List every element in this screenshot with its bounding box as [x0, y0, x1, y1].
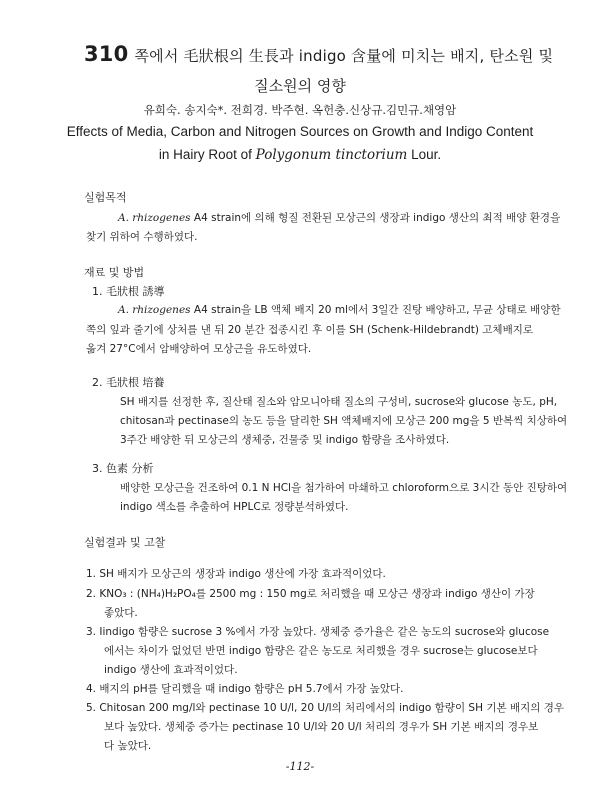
section3-line1: 배양한 모상근을 건조하여 0.1 N HCl을 첨가하여 마쇄하고 chloroform으로 3시간 동안 진탕하여 [120, 482, 568, 494]
species-name: Polygonum tinctorium [255, 147, 408, 163]
materials-heading: 재료 및 방법 [84, 266, 145, 279]
section3-line2: indigo 색소를 추출하여 HPLC로 정량분석하였다. [120, 501, 349, 513]
english-title-line2: in Hairy Root of Polygonum tinctorium Lour. [158, 147, 442, 163]
objective-line2: 찾기 위하여 수행하였다. [86, 231, 198, 243]
page-ref-number: 310 [84, 42, 129, 66]
objective-heading: 실험목적 [84, 191, 127, 204]
section2-line3: 3주간 배양한 뒤 모상근의 생체중, 건물중 및 indigo 함량을 조사하였다. [120, 434, 450, 446]
section2-heading: 2. 毛狀根 培養 [92, 376, 165, 389]
title-text: 쪽에서 毛狀根의 生長과 indigo 含量에 미치는 배지, 탄소원 및 [134, 47, 554, 65]
result-item-3: 3. Iindigo 함량은 sucrose 3 %에서 가장 높았다. 생체중 증가율은 같은 농도의 sucrose와 glucose [86, 626, 550, 638]
result-item-5: 5. Chitosan 200 mg/l와 pectinase 10 U/l, 20 U/l의 처리에서의 indigo 함량이 SH 기본 배지의 경우 [86, 702, 565, 714]
section1-line1: A. rhizogenes A4 strain을 LB 액체 배지 20 ml에서 3일간 진탕 배양하고, 무균 상태로 배양한 [118, 304, 561, 316]
results-heading: 실험결과 및 고찰 [84, 536, 166, 549]
page-footer-number: -112- [285, 760, 315, 773]
authors: 유희숙. 송지숙*. 전희경. 박주현. 옥헌충.신상규.김민규.채영암 [143, 103, 457, 117]
section1-line3: 옮겨 27°C에서 암배양하여 모상근을 유도하였다. [86, 343, 312, 355]
section2-line1: SH 배지를 선정한 후, 질산태 질소와 암모니아태 질소의 구성비, sucrose와 glucose 농도, pH, [120, 396, 558, 408]
paper-title-line2: 질소원의 영향 [254, 77, 346, 95]
result-item-4: 4. 배지의 pH를 달리했을 때 indigo 함량은 pH 5.7에서 가장 높았다. [86, 683, 404, 695]
result-item-5-cont2: 다 높았다. [104, 740, 152, 752]
result-item-2-cont: 좋았다. [104, 607, 138, 619]
result-item-1: 1. SH 배지가 모상근의 생장과 indigo 생산에 가장 효과적이었다. [86, 568, 386, 580]
result-item-3-cont1: 에서는 차이가 없었던 반면 indigo 함량은 같은 농도로 처리했을 경우 sucrose는 glucose보다 [104, 645, 538, 657]
section2-line2: chitosan과 pectinase의 농도 등을 달리한 SH 액체배지에 모상근 200 mg을 5 반복씩 치상하여 [120, 415, 568, 427]
result-item-5-cont1: 보다 높았다. 생체중 증가는 pectinase 10 U/l와 20 U/l 처리의 경우가 SH 기본 배지의 경우보 [104, 721, 539, 733]
result-item-2: 2. KNO₃ : (NH₄)H₂PO₄를 2500 mg : 150 mg로 처리했을 때 모상근 생장과 indigo 생산이 가장 [86, 588, 535, 600]
result-item-3-cont2: indigo 생산에 효과적이었다. [104, 664, 238, 676]
objective-line1: A. rhizogenes A4 strain에 의해 형질 전환된 모상근의 생장과 indigo 생산의 최적 배양 환경을 [118, 212, 561, 224]
section1-line2: 쪽의 잎과 줄기에 상처를 낸 뒤 20 분간 접종시킨 후 이를 SH (Schenk-Hildebrandt) 고체배지로 [86, 324, 534, 336]
english-title-line1: Effects of Media, Carbon and Nitrogen Sources on Growth and Indigo Content [66, 124, 534, 139]
section3-heading: 3. 色素 分析 [92, 462, 154, 475]
paper-title-line1 [84, 42, 553, 66]
section1-heading: 1. 毛狀根 誘導 [92, 285, 165, 298]
